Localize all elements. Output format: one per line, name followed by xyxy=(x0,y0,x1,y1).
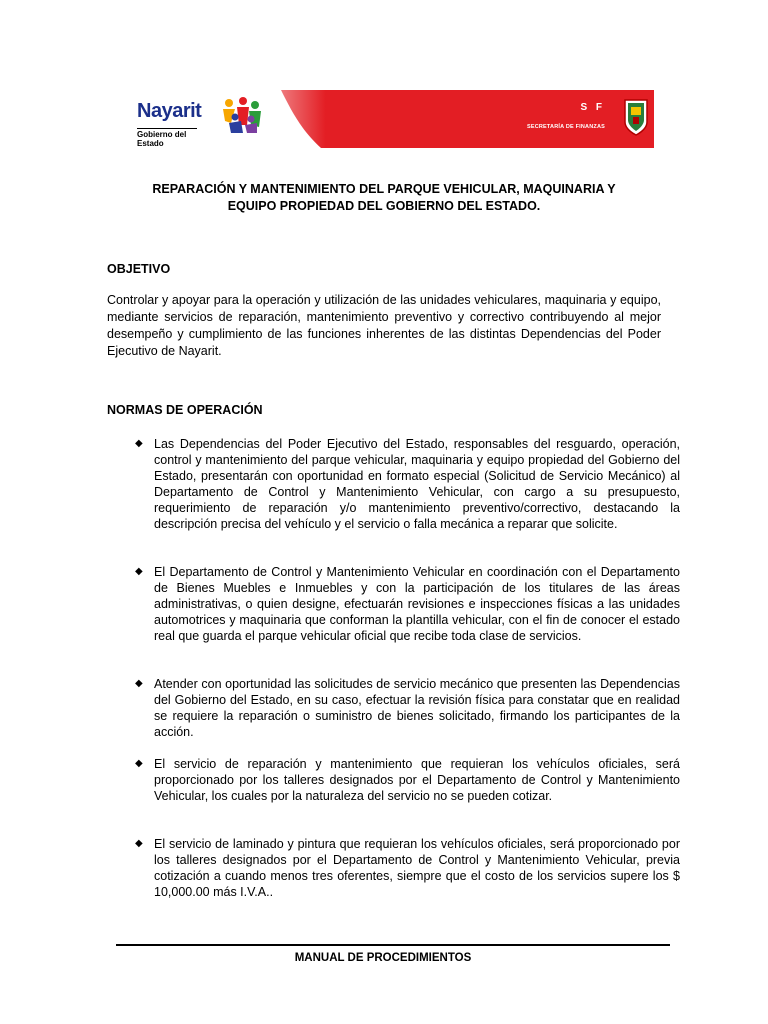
header-red-band xyxy=(281,90,654,148)
nayarit-logo-text: Nayarit xyxy=(137,100,202,122)
normas-heading: NORMAS DE OPERACIÓN xyxy=(107,403,263,417)
norma-item-3: Atender con oportunidad las solicitudes de servicio mecánico que presenten las Dependencias del Gobierno del Estado, en su caso, efectuar la revisión física para constatar que en realidad se requiere la reparación o suministro de bienes solicitado, firmando los participantes de la acción. xyxy=(154,677,680,739)
footer-divider xyxy=(116,944,670,946)
norma-item-2: El Departamento de Control y Mantenimiento Vehicular en coordinación con el Departamento de Bienes Muebles e Inmuebles y con la participación de los titulares de las áreas administrativas, o quien designe, efectuarán revisiones e inspecciones físicas a las unidades automotrices y maquinaria que conforman la plantilla vehicular, con el fin de conocer el estado real que guarda el parque vehicular oficial que recibe toda clase de servicios. xyxy=(154,565,680,643)
title-line-2: EQUIPO PROPIEDAD DEL GOBIERNO DEL ESTADO. xyxy=(227,199,541,213)
coat-of-arms-icon xyxy=(623,98,649,136)
logo-subtitle: Gobierno del Estado xyxy=(137,128,197,148)
norma-item-1: Las Dependencias del Poder Ejecutivo del Estado, responsables del resguardo, operación, control y mantenimiento del parque vehicular, maquinaria y equipo propiedad del Gobierno del Estado, presentarán con oportunidad en formato especial (Solicitud de Servicio Mecánico) al Departamento de Control y Mantenimiento Vehicular, con cargo a su presupuesto, requerimiento de reparación y/o mantenimiento preventivo/correctivo, destacando la descripción precisa del vehículo y el servicio o falla mecánica a reparar que solicite. xyxy=(154,437,680,531)
agency-code: S F xyxy=(580,102,605,113)
norma-item-4: El servicio de reparación y mantenimiento que requieran los vehículos oficiales, será proporcionado por los talleres designados por el Departamento de Control y Mantenimiento Vehicular, los cuales por la naturaleza del servicio no se pueden cotizar. xyxy=(154,757,680,803)
title-line-1: REPARACIÓN Y MANTENIMIENTO DEL PARQUE VEHICULAR, MAQUINARIA Y xyxy=(152,182,616,196)
agency-name: SECRETARÍA DE FINANZAS xyxy=(526,124,605,130)
norma-item-5: El servicio de laminado y pintura que requieran los vehículos oficiales, será proporcionado por los talleres designados por el Departamento de Control y Mantenimiento Vehicular, previa cotización a cuando menos tres oferentes, siempre que el costo de los servicios supere los $ 10,000.00 más I.V.A.. xyxy=(154,837,680,899)
bullet-icon: ◆ xyxy=(135,678,143,689)
bullet-icon: ◆ xyxy=(135,838,143,849)
document-header xyxy=(133,90,653,148)
bullet-icon: ◆ xyxy=(135,566,143,577)
footer-text: MANUAL DE PROCEDIMIENTOS xyxy=(294,952,472,964)
bullet-icon: ◆ xyxy=(135,438,143,449)
bullet-icon: ◆ xyxy=(135,758,143,769)
document-title xyxy=(107,181,661,215)
objetivo-text: Controlar y apoyar para la operación y utilización de las unidades vehiculares, maquinaria y equipo, mediante servicios de reparación, mantenimiento preventivo y correctivo contribuyendo al mejor desempeño y cumplimiento de las funciones inherentes de las distintas Dependencias del Poder Ejecutivo de Nayarit. xyxy=(107,293,661,358)
people-logo-icon xyxy=(219,95,265,135)
objetivo-heading: OBJETIVO xyxy=(107,262,171,276)
